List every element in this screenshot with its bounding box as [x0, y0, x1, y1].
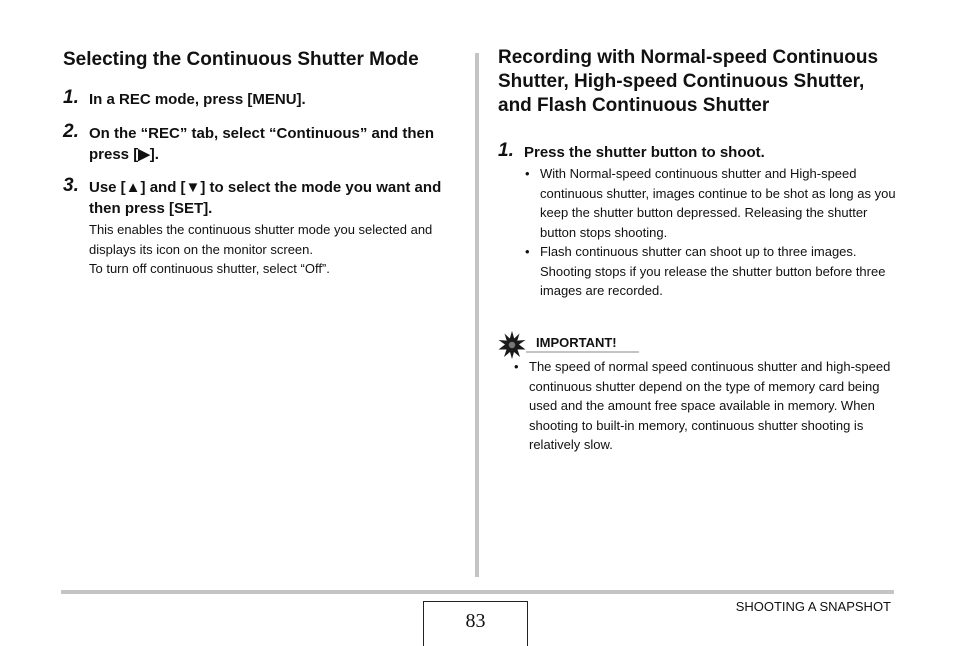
list-item: • The speed of normal speed continuous shutter and high-speed continuous shutter depend on the type of memory card being used and the amount free space available in memory. When shooting to built-in memory, continuous shutter shooting is relatively slow.	[514, 359, 891, 452]
step-text: Press the shutter button to shoot.	[524, 144, 765, 161]
list-item: • Flash continuous shutter can shoot up to three images. Shooting stops if you release the shutter button before three images are recorded.	[525, 244, 886, 298]
step-3-note: To turn off continuous shutter, select “Off”.	[89, 261, 330, 276]
important-box	[498, 330, 898, 455]
step-number: 1.	[63, 87, 79, 108]
right-column	[498, 46, 898, 301]
important-header	[498, 330, 898, 356]
step-2	[63, 123, 463, 165]
step-3	[63, 177, 463, 219]
step-text: Use [▲] and [▼] to select the mode you want and then press [SET].	[89, 179, 442, 217]
list-item-text: The speed of normal speed continuous shutter and high-speed continuous shutter depend on the type of memory card being used and the amount free space available in memory. When shooting to built-in memory, continuous shutter shooting is relatively slow.	[529, 359, 891, 452]
step-number: 2.	[63, 121, 79, 142]
column-divider	[475, 53, 479, 577]
step-1	[498, 142, 898, 163]
list-item-text: With Normal-speed continuous shutter and High-speed continuous shutter, images continue to be shot as long as you keep the shutter button depressed. Releasing the shutter button stops shooting.	[540, 166, 896, 240]
page-number: 83	[465, 610, 486, 632]
step-3-description: This enables the continuous shutter mode you selected and displays its icon on the monitor screen.	[89, 222, 433, 257]
important-underline	[526, 351, 639, 353]
list-item: • With Normal-speed continuous shutter and High-speed continuous shutter, images continue to be shot as long as you keep the shutter button depressed. Releasing the shutter button stops shooting.	[525, 166, 896, 240]
step-1	[63, 89, 463, 110]
section-footer-label: SHOOTING A SNAPSHOT	[735, 599, 891, 614]
section-title-continuous-mode: Selecting the Continuous Shutter Mode	[63, 49, 419, 70]
important-notes	[498, 357, 898, 455]
section-title-recording: Recording with Normal-speed Continuous Shutter, High-speed Continuous Shutter, and Flash Continuous Shutter	[498, 47, 879, 116]
left-column	[63, 46, 463, 279]
list-item-text: Flash continuous shutter can shoot up to three images. Shooting stops if you release the shutter button before three images are recorded.	[540, 244, 886, 298]
important-label: IMPORTANT!	[536, 335, 617, 350]
step-number: 1.	[498, 140, 514, 161]
footer-rule	[61, 590, 894, 594]
step-text: In a REC mode, press [MENU].	[89, 91, 306, 108]
step-text: On the “REC” tab, select “Continuous” and then press [▶].	[89, 125, 435, 163]
starburst-icon	[498, 331, 526, 359]
recording-notes	[498, 164, 898, 301]
step-number: 3.	[63, 175, 79, 196]
page-number-box	[423, 601, 528, 646]
